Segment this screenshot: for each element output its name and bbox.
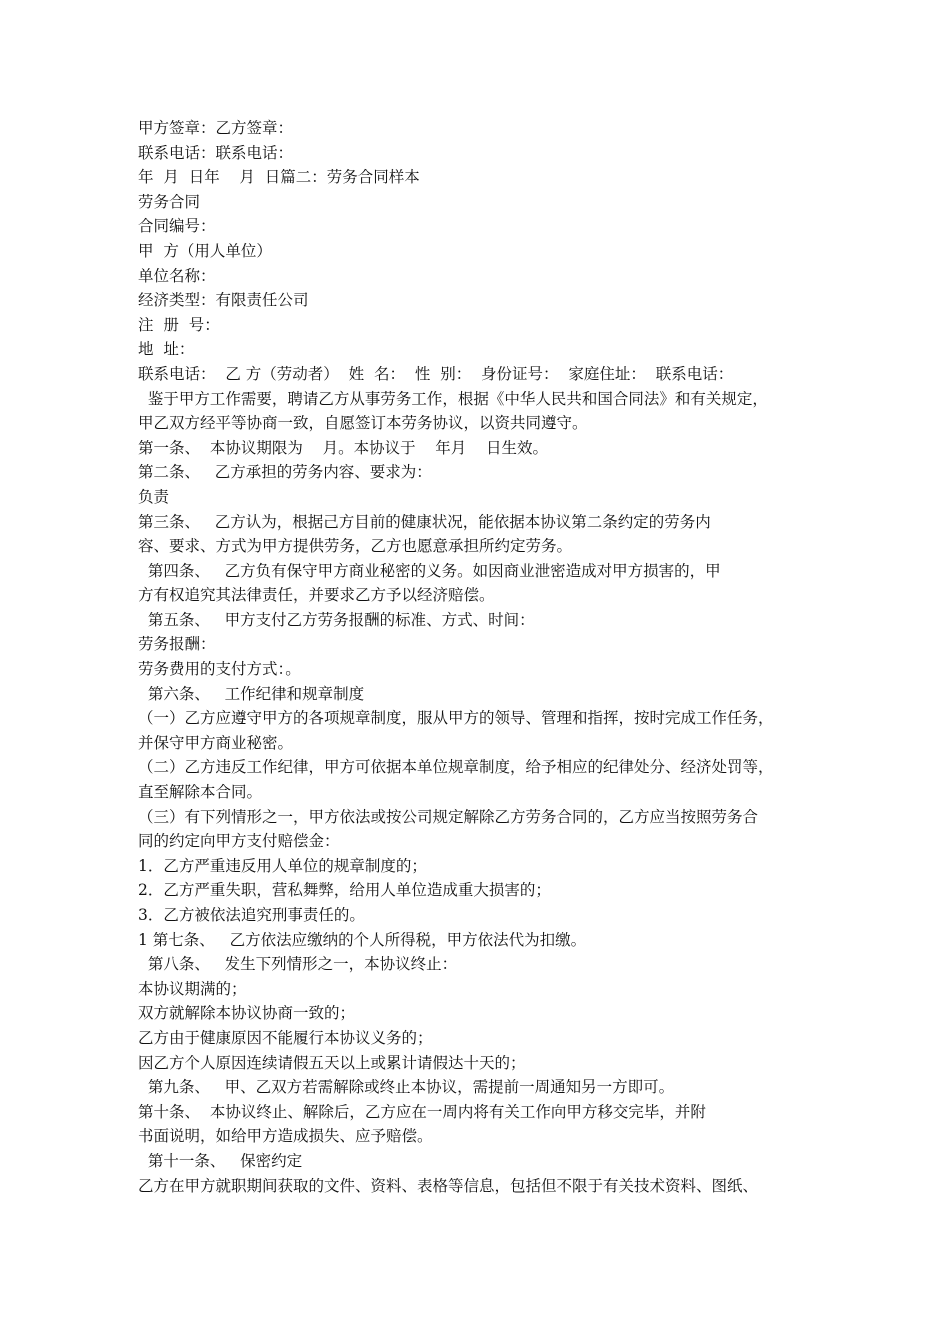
text-line: 第八条、 发生下列情形之一，本协议终止： [138,955,458,974]
text-line: 联系电话： 乙 方（劳动者） 姓 名： 性 别： 身份证号： 家庭住址： 联系电话： [138,364,734,383]
text-line: 第三条、 乙方认为，根据己方目前的健康状况，能依据本协议第二条约定的劳务内 [138,512,711,531]
text-line: 甲乙双方经平等协商一致，自愿签订本劳务协议，以资共同遵守。 [138,414,588,433]
text-line: 第九条、 甲、乙双方若需解除或终止本协议，需提前一周通知另一方即可。 [138,1078,675,1097]
text-line: 乙方在甲方就职期间获取的文件、资料、表格等信息，包括但不限于有关技术资料、图纸、 [138,1176,759,1195]
text-line: 劳务合同 [138,192,201,211]
text-line: 负责 [138,487,170,506]
text-line: 同的约定向甲方支付赔偿金： [138,832,340,851]
text-line: 合同编号： [138,217,216,236]
text-line: （三）有下列情形之一，甲方依法或按公司规定解除乙方劳务合同的，乙方应当按照劳务合 [138,807,759,826]
text-line: （一）乙方应遵守甲方的各项规章制度，服从甲方的领导、管理和指挥，按时完成工作任务， [138,709,774,728]
text-line: 1．乙方严重违反用人单位的规章制度的； [138,856,427,875]
text-line: 第十一条、 保密约定 [138,1151,303,1170]
text-line: 乙方由于健康原因不能履行本协议义务的； [138,1028,433,1047]
text-line: 2．乙方严重失职，营私舞弊，给用人单位造成重大损害的； [138,881,551,900]
text-line: 甲方签章：乙方签章： [138,119,294,137]
text-line: 第二条、 乙方承担的劳务内容、要求为： [138,463,432,482]
text-line: 劳务费用的支付方式：。 [138,660,301,679]
text-line: （二）乙方违反工作纪律，甲方可依据本单位规章制度，给予相应的纪律处分、经济处罚等， [138,758,774,777]
text-line: 并保守甲方商业秘密。 [138,733,294,752]
text-line: 鉴于甲方工作需要，聘请乙方从事劳务工作，根据《中华人民共和国合同法》和有关规定， [138,389,768,408]
text-line: 第五条、 甲方支付乙方劳务报酬的标准、方式、时间： [138,610,535,629]
text-line: 联系电话：联系电话： [138,143,294,162]
text-line: 年 月 日年 月 日篇二：劳务合同样本 [138,168,420,187]
text-line: 甲 方（用人单位） [138,241,272,260]
text-line: 直至解除本合同。 [138,783,263,802]
text-line: 第四条、 乙方负有保守甲方商业秘密的义务。如因商业泄密造成对甲方损害的，甲 [138,561,721,580]
text-line: 注 册 号： [138,315,220,334]
text-line: 双方就解除本协议协商一致的； [138,1004,356,1023]
text-line: 书面说明，如给甲方造成损失、应予赔偿。 [138,1127,433,1146]
text-line: 单位名称： [138,266,216,285]
text-line: 第十条、 本协议终止、解除后，乙方应在一周内将有关工作向甲方移交完毕，并附 [138,1102,706,1121]
text-line: 劳务报酬： [138,635,216,654]
text-line: 3．乙方被依法追究刑事责任的。 [138,906,365,924]
text-line: 1 第七条、 乙方依法应缴纳的个人所得税，甲方依法代为扣缴。 [138,930,587,949]
text-line: 容、要求、方式为甲方提供劳务，乙方也愿意承担所约定劳务。 [138,537,573,556]
text-line: 经济类型：有限责任公司 [138,291,309,310]
text-line: 本协议期满的； [138,979,247,998]
contract-text [138,116,828,1198]
text-line: 方有权追究其法律责任，并要求乙方予以经济赔偿。 [138,586,495,605]
text-line: 第一条、 本协议期限为 月。本协议于 年月 日生效。 [138,438,548,457]
text-line: 第六条、 工作纪律和规章制度 [138,684,365,703]
text-line: 地 址： [138,340,195,359]
text-line: 因乙方个人原因连续请假五天以上或累计请假达十天的； [138,1053,526,1072]
